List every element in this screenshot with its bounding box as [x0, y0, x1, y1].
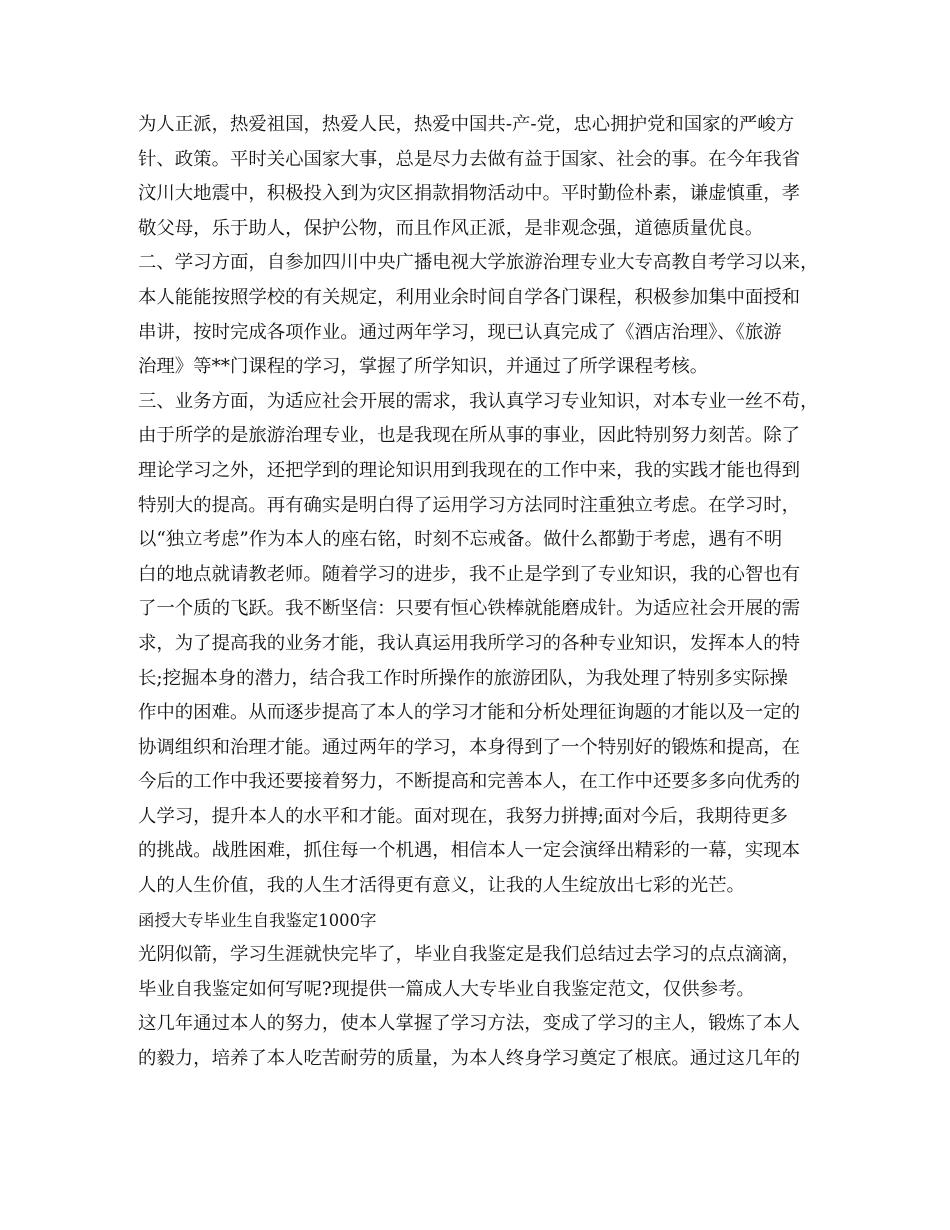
text-line: 本人能能按照学校的有关规定，利用业余时间自学各门课程，积极参加集中面授和 — [138, 286, 801, 308]
text-line: 长;挖掘本身的潜力，结合我工作时所操作的旅游团队，为我处理了特别多实际操 — [138, 667, 788, 689]
text-line: 人的人生价值，我的人生才活得更有意义，让我的人生绽放出七彩的光芒。 — [138, 875, 745, 897]
text-line: 由于所学的是旅游治理专业，也是我现在所从事的事业，因此特别努力刻苦。除了 — [138, 425, 801, 447]
text-line: 协调组织和治理才能。通过两年的学习，本身得到了一个特别好的锻炼和提高，在 — [138, 736, 801, 758]
text-line: 白的地点就请教老师。随着学习的进步，我不止是学到了专业知识，我的心智也有 — [138, 563, 801, 585]
document-body — [138, 108, 828, 1077]
text-line: 的毅力，培养了本人吃苦耐劳的质量，为本人终身学习奠定了根底。通过这几年的 — [138, 1048, 801, 1070]
text-line: 这几年通过本人的努力，使本人掌握了学习方法，变成了学习的主人，锻炼了本人 — [138, 1013, 801, 1035]
text-line: 敬父母，乐于助人，保护公物，而且作风正派，是非观念强，道德质量优良。 — [138, 217, 764, 239]
text-line: 了一个质的飞跃。我不断坚信：只要有恒心铁棒就能磨成针。为适应社会开展的需 — [138, 598, 801, 620]
text-line: 人学习，提升本人的水平和才能。面对现在，我努力拼搏;面对今后，我期待更多 — [138, 805, 788, 827]
text-line: 毕业自我鉴定如何写呢?现提供一篇成人大专毕业自我鉴定范文，仅供参考。 — [138, 978, 755, 1000]
text-line: 以“独立考虑”作为本人的座右铭，时刻不忘戒备。做什么都勤于考虑，遇有不明 — [138, 529, 783, 551]
text-line: 三、业务方面，为适应社会开展的需求，我认真学习专业知识，对本专业一丝不苟， — [138, 390, 819, 412]
text-line: 治理》等**门课程的学习，掌握了所学知识，并通过了所学课程考核。 — [138, 356, 709, 378]
section-heading: 函授大专毕业生自我鉴定1000字 — [138, 910, 377, 930]
text-line: 作中的困难。从而逐步提高了本人的学习才能和分析处理征询题的才能以及一定的 — [138, 702, 801, 724]
text-line: 理论学习之外，还把学到的理论知识用到我现在的工作中来，我的实践才能也得到 — [138, 459, 801, 481]
text-line: 光阴似箭，学习生涯就快完毕了，毕业自我鉴定是我们总结过去学习的点点滴滴， — [138, 944, 801, 966]
text-line: 今后的工作中我还要接着努力，不断提高和完善本人，在工作中还要多多向优秀的 — [138, 771, 801, 793]
text-line: 的挑战。战胜困难，抓住每一个机遇，相信本人一定会演绎出精彩的一幕，实现本 — [138, 840, 801, 862]
text-line: 针、政策。平时关心国家大事，总是尽力去做有益于国家、社会的事。在今年我省 — [138, 148, 801, 170]
text-line: 串讲，按时完成各项作业。通过两年学习，现已认真完成了《酒店治理》、《旅游 — [138, 321, 782, 343]
text-line: 特别大的提高。再有确实是明白得了运用学习方法同时注重独立考虑。在学习时， — [138, 494, 801, 516]
text-line: 汶川大地震中，积极投入到为灾区捐款捐物活动中。平时勤俭朴素，谦虚慎重，孝 — [138, 183, 801, 205]
text-line: 二、学习方面，自参加四川中央广播电视大学旅游治理专业大专高教自考学习以来， — [138, 252, 819, 274]
text-line: 为人正派，热爱祖国，热爱人民，热爱中国共-产-党，忠心拥护党和国家的严峻方 — [138, 114, 795, 135]
text-line: 求，为了提高我的业务才能，我认真运用我所学习的各种专业知识，发挥本人的特 — [138, 632, 801, 654]
